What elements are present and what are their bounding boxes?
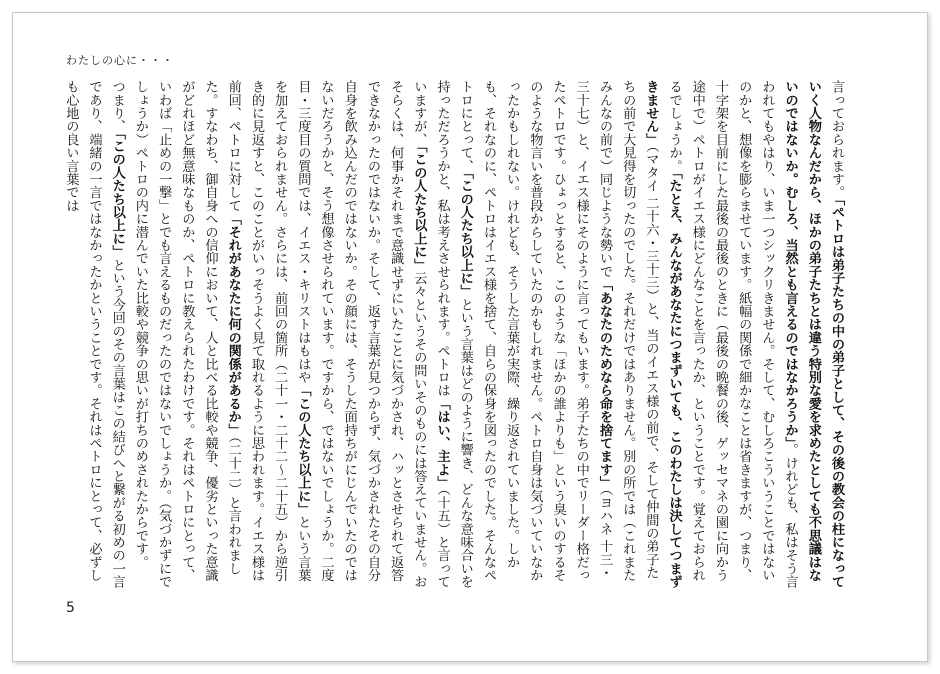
text-run: 言っておられます。 [829, 80, 844, 199]
emphasis-quote: 「はい、主よ」 [434, 396, 450, 490]
emphasis-quote: 「あなたのためなら命を捨てます」 [596, 278, 612, 490]
text-run: という言葉はどのように響き、どんな意味合いを持っただろうかと、私は考えさせられます。ペトロは [434, 80, 473, 589]
text-run: という今回のその言葉はこの結びへと繋がる初めの一言であり、端緒の一言ではなかったかということです。それはペトロにとって、必ずしも心地の良い言葉では [63, 80, 125, 589]
text-run: （十五）と言っていますが、 [411, 80, 450, 589]
emphasis-quote: 「この人たち以上に」 [109, 132, 125, 259]
text-run: という言葉を加えておられません。さらには、前回の箇所（二十一・二十二～二十五）から逆引き的に見返すと、このことがいっそうよく見て取れるように思われます。イエス様は前回、ペトロに対して [225, 80, 311, 582]
text-run: （二十二）と言われました。すなわち、御自身への信仰において、人と比べる比較や競争、優劣といった意識がどれほど無意味なものか、ペトロに教えられたわけです。それはペトロにとって、いわば「止めの一撃」とでも言えるものだったのではないでしょうか。（気づかずにでしょうか）ペトロの内に潜んでいた比較や競争の思いが打ちのめされたからです。 [132, 80, 241, 589]
text-run: 。けれども、私はそう言われてもやはり、いま一つシックリきません。そして、むしろこういうことではないのかと、想像を膨らませています。紙幅の関係で細かなことは省きますが、つまり、十字架を目前にした最後の最後のときに（最後の晩餐の後、ゲッセマネの園に向かう途中で）ペトロがイエス様にどんなことを言ったか、ということです。覚えておられるでしょうか。 [666, 80, 798, 589]
text-run: 云々というその問いそのものには答えていません。おそらくは、何事かそれまで意識せずにいたことに気づかされ、ハッとさせられて返答できなかったのではないか。そして、返す言葉が見つからず、気づかされたその自分自身を飲み込んだのではないか。その顔には、そうした面持ちがにじんでいたのではないだろうかと、そう想像させられています。ですから、ではないでしょうか。二度目・三度目の質問では、イエス・キリストはもはや [295, 80, 427, 589]
paragraph [129, 80, 848, 590]
text-run: つまり、 [109, 80, 125, 133]
page-number: 5 [66, 600, 75, 616]
emphasis-quote: 「ペトロは弟子たちの中の弟子として、その後の教会の柱になっていく人物なんだから、ほかの弟子たちとは違う特別な愛を求めたとしても不思議はないのではないか。むしろ、当然とも言えるのではなかろうか」 [782, 80, 844, 589]
emphasis-quote: 「この人たち以上に」 [295, 383, 311, 516]
body-text [63, 80, 848, 590]
emphasis-quote: 「それがあなたに何の関係があるか」 [225, 212, 241, 437]
text-run: （ヨハネ 十三・三十七）と、イエス様にそのように言ってもいます。弟子たちの中でリーダー格だったペトロです。ひょっとすると、このような「ほかの誰よりも」という臭いのするそのような物言いを普段からしていたのかもしれません。ペトロ自身は気づいていなかったかもしれない。けれども、そうした言葉が実際、繰り返されていました。しかも、それなのに、ペトロはイエス様を捨て、自らの保身を図ったのでした。そんなペトロにとって、 [457, 80, 612, 582]
emphasis-quote: 「この人たち以上に」 [411, 146, 427, 272]
emphasis-quote: 「たとえ、みんながあなたにつまずいても、このわたしは決してつまずきません」 [643, 80, 682, 589]
text-run: （マタイ 二十六・三十三）と、当のイエス様の前で、そして仲間の弟子たちの前で大見得を切ったのでした。それだけではありません。別の所では（これまたみんなの前で）同じような勢いで [596, 80, 659, 582]
paragraph [59, 80, 129, 590]
emphasis-quote: 「この人たち以上に」 [457, 172, 473, 298]
running-head: わたしの心に・・・ [66, 54, 174, 67]
